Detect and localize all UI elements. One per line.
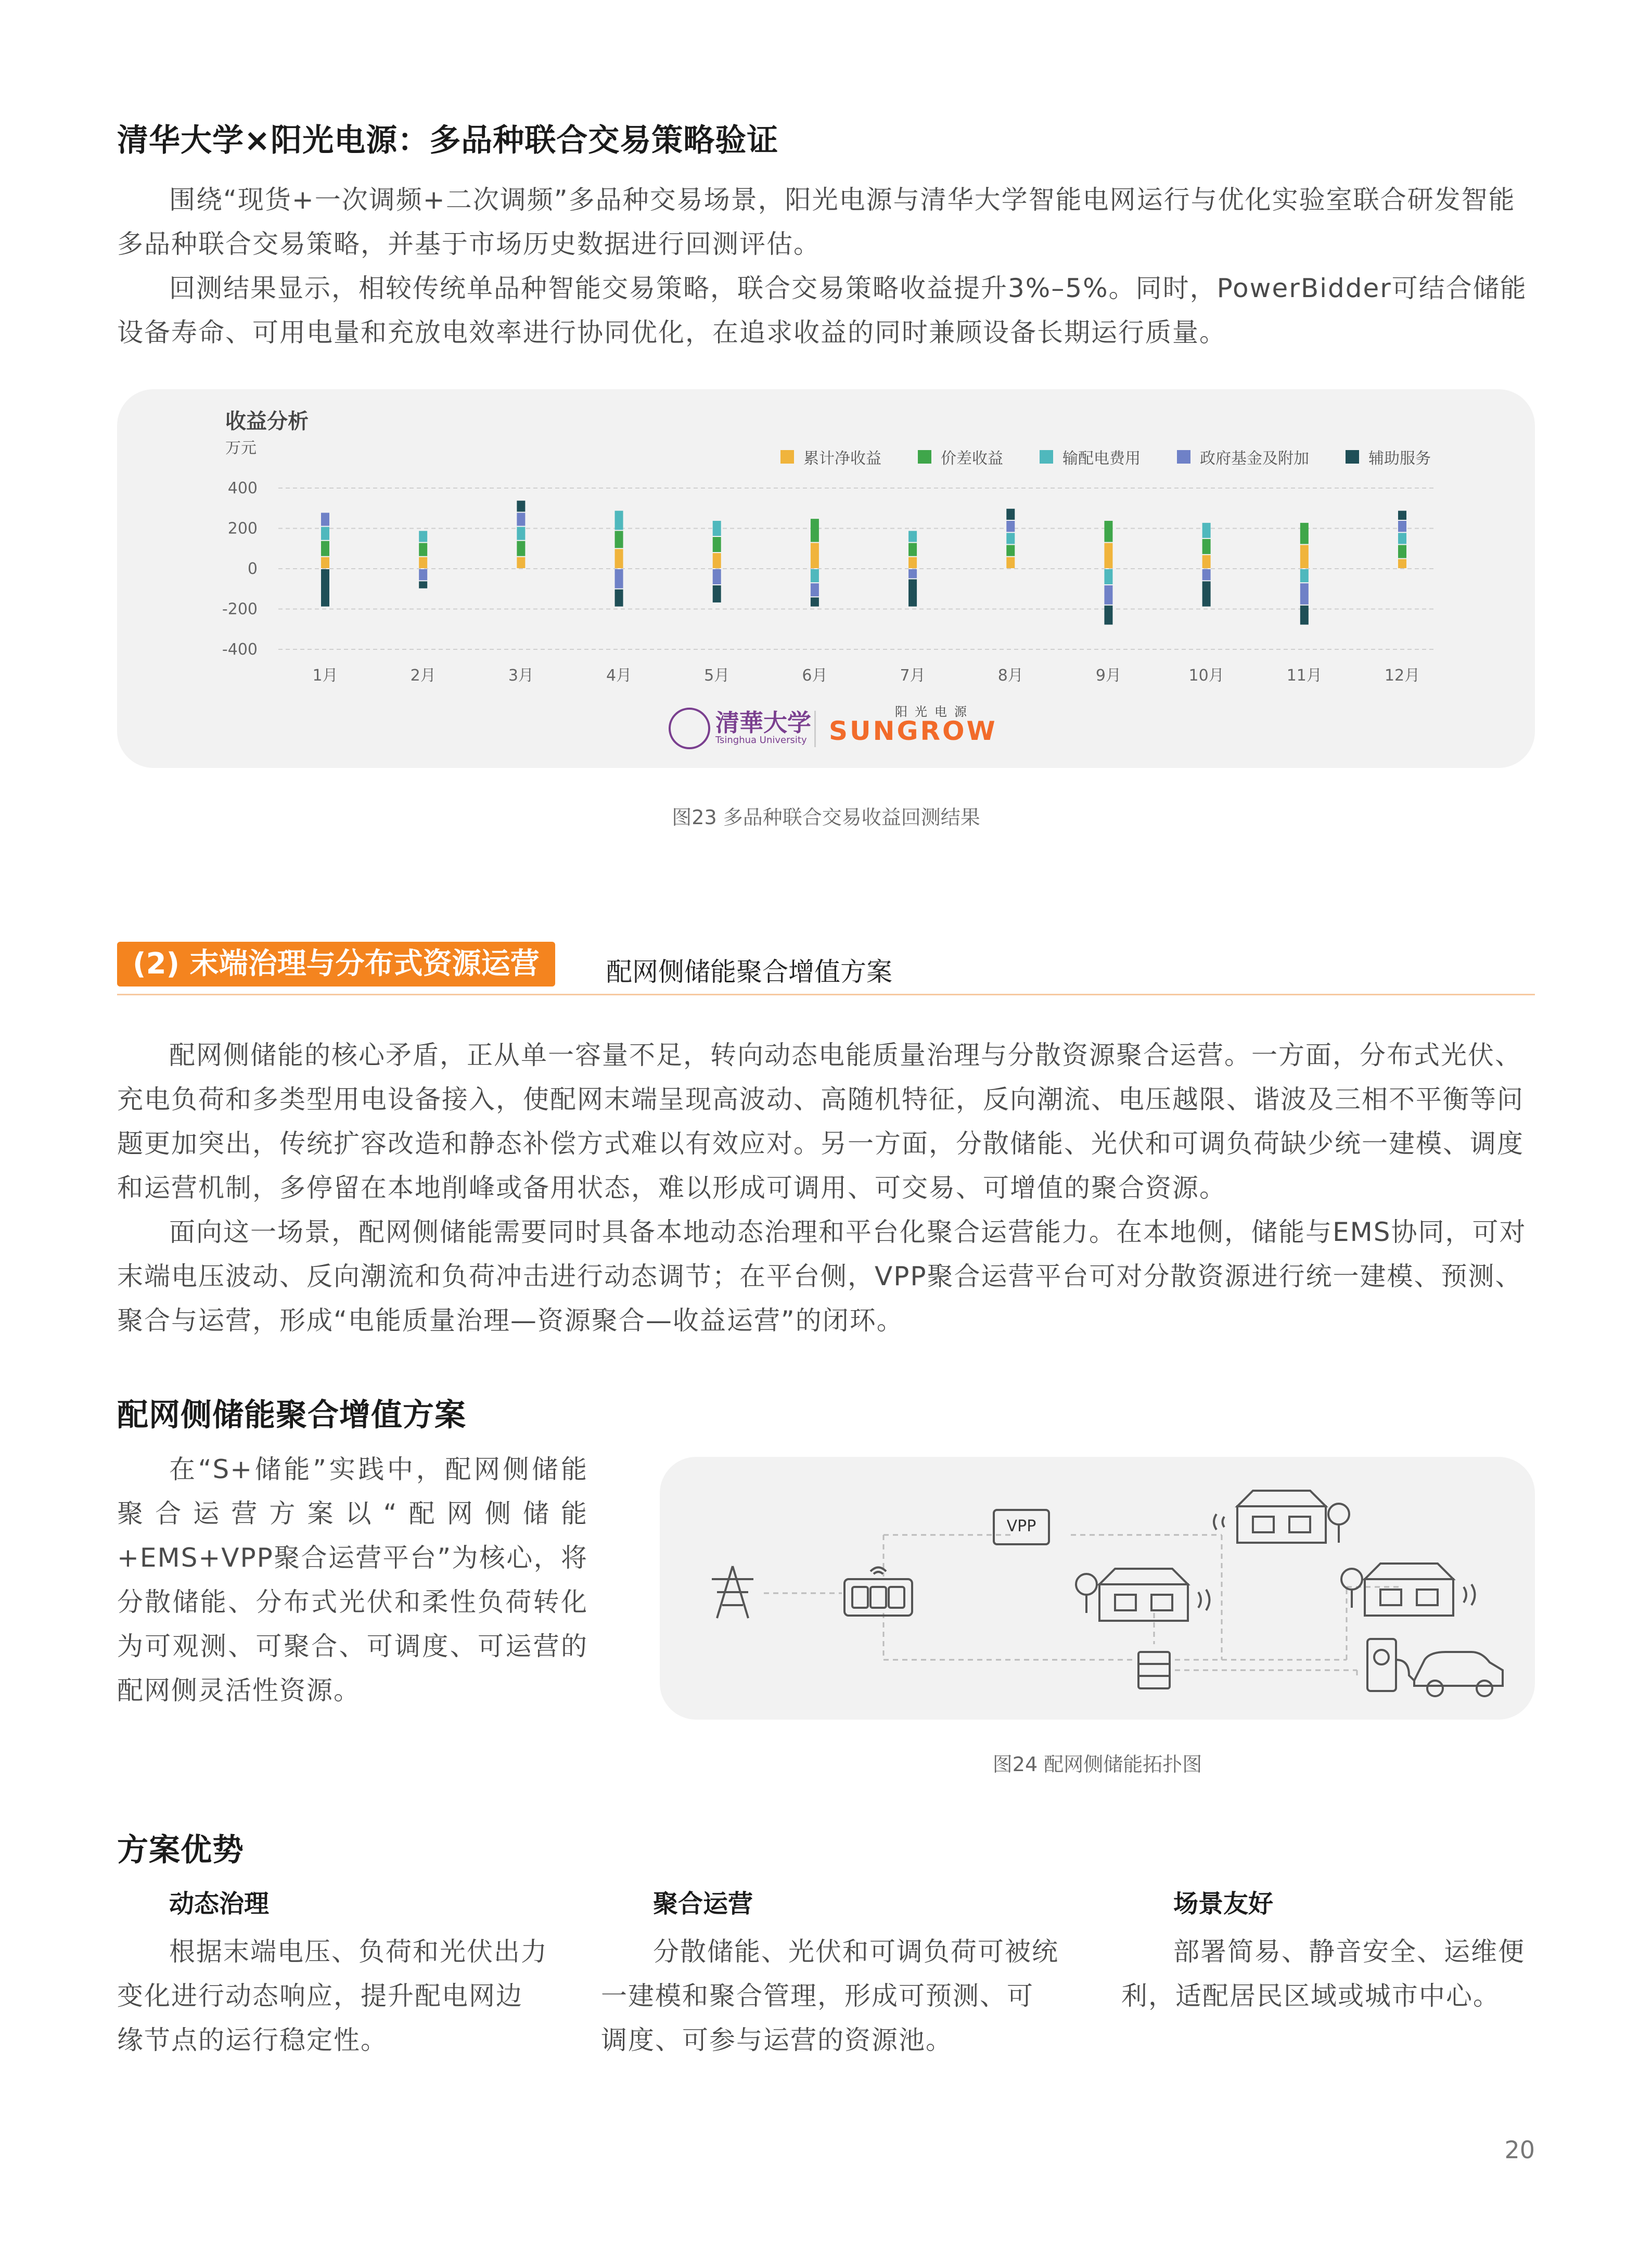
bar-segment [1300, 606, 1309, 625]
y-tick-label: -200 [222, 600, 258, 619]
y-tick-label: 0 [247, 560, 258, 578]
chart-plot [117, 389, 1535, 768]
section2-para1: 配网侧储能的核心矛盾，正从单一容量不足，转向动态电能质量治理与分散资源聚合运营。一方面，分布式光伏、充电负荷和多类型用电设备接入，使配网末端呈现高波动、高随机特征，反向潮流、电压越限、谐波及三相不平衡等问题更加突出，传统扩容改造和静态补偿方式难以有效应对。另一方面，分散储能、光伏和可调负荷缺少统一建模、调度和运营机制，多停留在本地削峰或备用状态，难以形成可调用、可交易、可增值的聚合资源。 [117, 1040, 1524, 1203]
storage-cabinet-icon [1128, 1644, 1180, 1696]
ems-device-icon [834, 1558, 923, 1626]
bar-segment [811, 569, 819, 582]
chart-card [117, 389, 1535, 768]
section2-subtitle: 配网侧储能聚合增值方案 [606, 957, 892, 987]
bar-segment [1006, 509, 1015, 520]
bar-segment [615, 590, 623, 607]
section1-body [117, 178, 1535, 355]
bar-segment [1398, 511, 1406, 520]
section2-divider [117, 994, 1535, 995]
house-storage-icon [1071, 1561, 1216, 1629]
bar-segment [615, 549, 623, 568]
bar-segment [1202, 555, 1211, 568]
bar-segment [419, 531, 427, 542]
bar-segment [1300, 523, 1309, 544]
bar-segment [908, 557, 917, 568]
advantage-title: 场景友好 [1173, 1889, 1274, 1918]
x-tick-label: 3月 [508, 667, 534, 685]
bar-segment [811, 583, 819, 596]
bar-segment [321, 569, 329, 607]
bar-segment [713, 585, 721, 603]
figure23-caption: 图23 多品种联合交易收益回测结果 [672, 806, 980, 829]
topology-card [660, 1457, 1535, 1720]
bar-segment [615, 569, 623, 588]
bar-segment [615, 531, 623, 548]
section4-title: 方案优势 [117, 1832, 244, 1868]
bar-segment [908, 569, 917, 578]
bar-segment [1006, 533, 1015, 544]
bar-segment [321, 513, 329, 526]
tsinghua-seal-icon [669, 708, 710, 749]
advantage-aggregation [601, 1884, 1059, 2062]
bar-segment [321, 541, 329, 556]
bar-segment [713, 537, 721, 552]
advantage-text: 根据末端电压、负荷和光伏出力变化进行动态响应，提升配电网边缘节点的运行稳定性。 [117, 1937, 548, 2055]
figure24-caption: 图24 配网侧储能拓扑图 [992, 1753, 1202, 1776]
bar-segment [321, 557, 329, 568]
advantage-title: 聚合运营 [653, 1889, 753, 1918]
legend-label: 价差收益 [941, 450, 1003, 468]
x-tick-label: 11月 [1286, 667, 1322, 685]
advantage-scenario [1121, 1884, 1548, 2018]
bar-segment [1104, 606, 1112, 625]
x-tick-label: 8月 [997, 667, 1023, 685]
logo-divider [814, 711, 816, 747]
bar-segment [517, 541, 525, 556]
legend-label: 政府基金及附加 [1200, 450, 1309, 468]
bar-segment [1006, 545, 1015, 556]
bar-segment [811, 519, 819, 542]
bar-segment [517, 527, 525, 540]
bar-segment [517, 513, 525, 526]
bar-segment [419, 543, 427, 556]
x-tick-label: 12月 [1384, 667, 1420, 685]
bar-segment [1202, 539, 1211, 554]
section2-body [117, 1033, 1535, 1343]
transmission-tower-icon [701, 1561, 764, 1623]
y-tick-label: -400 [222, 640, 258, 659]
bar-segment [1300, 569, 1309, 582]
legend-label: 输配电费用 [1062, 450, 1141, 468]
tsinghua-logo-en: Tsinghua University [715, 735, 807, 746]
section2-label: (2) 末端治理与分布式资源运营 [117, 942, 555, 987]
bar-segment [1202, 569, 1211, 580]
x-tick-label: 6月 [802, 667, 828, 685]
bar-segment [419, 581, 427, 588]
legend-label: 累计净收益 [803, 450, 881, 468]
bar-segment [615, 511, 623, 530]
bar-segment [1104, 585, 1112, 605]
bar-segment [908, 531, 917, 542]
x-tick-label: 4月 [606, 667, 632, 685]
vpp-platform-icon: VPP [993, 1509, 1050, 1545]
x-tick-label: 1月 [312, 667, 338, 685]
bar-segment [1398, 533, 1406, 544]
bar-segment [1300, 545, 1309, 569]
x-tick-label: 7月 [900, 667, 926, 685]
bar-segment [811, 543, 819, 568]
bar-segment [1300, 583, 1309, 605]
section1-para1: 围绕“现货+一次调频+二次调频”多品种交易场景，阳光电源与清华大学智能电网运行与优化实验室联合研发智能多品种联合交易策略，并基于市场历史数据进行回测评估。 [117, 185, 1516, 259]
y-tick-label: 200 [227, 519, 258, 538]
ev-charger-car-icon [1357, 1623, 1513, 1701]
bar-segment [1398, 521, 1406, 532]
sungrow-logo-text: SUNGROW [829, 716, 997, 746]
bar-segment [517, 557, 525, 568]
section1-para2: 回测结果显示，相较传统单品种智能交易策略，联合交易策略收益提升3%–5%。同时，PowerBidder可结合储能设备寿命、可用电量和充放电效率进行协同优化，在追求收益的同时兼顾设备长期运行质量。 [117, 273, 1527, 348]
tsinghua-logo-text: 清華大学 [715, 709, 811, 737]
x-tick-label: 9月 [1095, 667, 1122, 685]
x-tick-label: 5月 [704, 667, 730, 685]
bar-segment [713, 521, 721, 536]
bar-segment [1202, 523, 1211, 538]
page-number: 20 [1504, 2136, 1535, 2164]
bar-segment [1006, 521, 1015, 532]
section3-para: 在“S+储能”实践中，配网侧储能聚合运营方案以“配网侧储能+EMS+VPP聚合运营平台”为核心，将分散储能、分布式光伏和柔性负荷转化为可观测、可聚合、可调度、可运营的配网侧灵活性资源。 [117, 1454, 588, 1706]
x-tick-label: 10月 [1188, 667, 1224, 685]
bar-segment [1398, 559, 1406, 568]
house-solar-icon [1206, 1483, 1352, 1551]
section-title-joint-trading: 清华大学×阳光电源：多品种联合交易策略验证 [117, 122, 779, 159]
bar-segment [419, 557, 427, 568]
bar-segment [321, 527, 329, 540]
bar-segment [1104, 543, 1112, 568]
bar-segment [811, 597, 819, 606]
advantage-title: 动态治理 [169, 1889, 270, 1918]
chart-title: 收益分析 [225, 409, 309, 433]
bar-segment [1398, 545, 1406, 558]
advantage-dynamic [117, 1884, 549, 2062]
advantage-text: 部署简易、静音安全、运维便利，适配居民区域或城市中心。 [1121, 1937, 1525, 2011]
bar-segment [1104, 569, 1112, 584]
legend-label: 辅助服务 [1368, 450, 1431, 468]
section3-title: 配网侧储能聚合增值方案 [117, 1397, 466, 1433]
bar-segment [1006, 557, 1015, 568]
bar-segment [908, 579, 917, 606]
bar-segment [1202, 581, 1211, 606]
bar-segment [713, 569, 721, 584]
bar-segment [517, 501, 525, 511]
section2-para2: 面向这一场景，配网侧储能需要同时具备本地动态治理和平台化聚合运营能力。在本地侧，储能与EMS协同，可对末端电压波动、反向潮流和负荷冲击进行动态调节；在平台侧，VPP聚合运营平台可对分散资源进行统一建模、预测、聚合与运营，形成“电能质量治理—资源聚合—收益运营”的闭环。 [117, 1217, 1527, 1336]
x-tick-label: 2月 [410, 667, 436, 685]
sungrow-logo-cn: 阳光电源 [895, 704, 974, 719]
bar-segment [713, 553, 721, 568]
bar-segment [908, 543, 917, 556]
house-load-icon [1336, 1556, 1482, 1623]
bar-segment [419, 569, 427, 580]
bar-segment [1104, 521, 1112, 542]
chart-unit: 万元 [225, 439, 257, 457]
y-tick-label: 400 [227, 479, 258, 497]
advantage-text: 分散储能、光伏和可调负荷可被统一建模和聚合管理，形成可预测、可调度、可参与运营的资源池。 [601, 1937, 1059, 2055]
section3-body [117, 1447, 588, 1713]
